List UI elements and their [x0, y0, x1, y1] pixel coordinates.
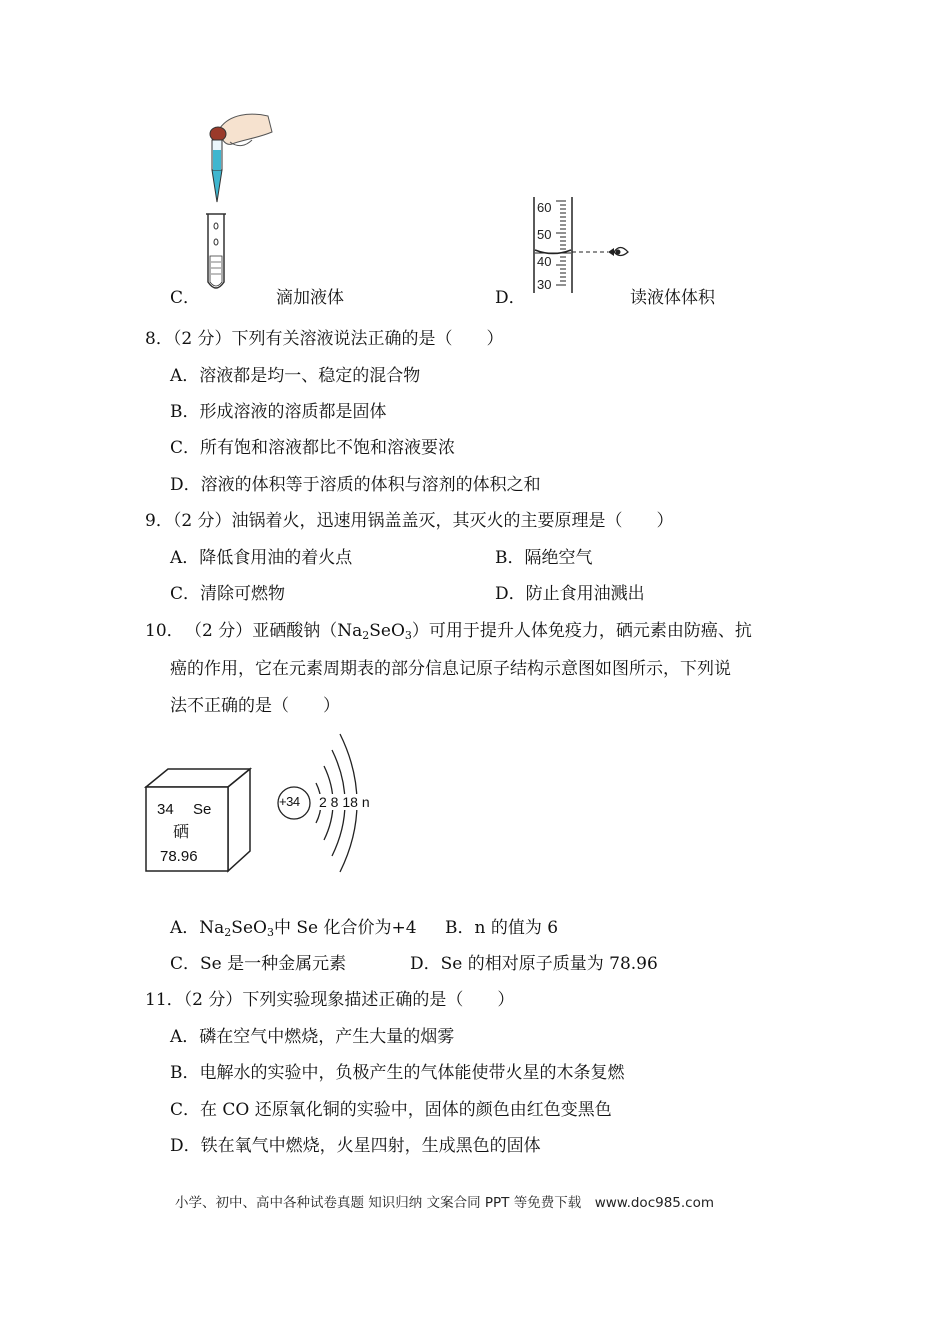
q11-stem: 11．（2 分）下列实验现象描述正确的是（ ） [145, 990, 515, 1010]
q7-option-c-caption: 滴加液体 [276, 288, 344, 308]
atom-electron-shells: 2 8 18 n [319, 794, 370, 810]
cylinder-tick-30: 30 [537, 277, 552, 292]
element-name: 硒 [173, 822, 190, 841]
cylinder-tick-60: 60 [537, 200, 552, 215]
page-footer: 小学、初中、高中各种试卷真题 知识归纳 文案合同 PPT 等免费下载 www.doc985.com [175, 1195, 715, 1211]
q10-number: 10． [145, 621, 184, 641]
atom-nucleus-charge: +34 [279, 794, 300, 809]
q9-option-b: B．隔绝空气 [495, 548, 593, 568]
q11-option-d: D．铁在氧气中燃烧，火星四射，生成黑色的固体 [170, 1136, 541, 1156]
cylinder-tick-50: 50 [537, 227, 552, 242]
q8-stem: 8．（2 分）下列有关溶液说法正确的是（ ） [145, 329, 504, 349]
dropper-illustration [180, 110, 290, 300]
q8-option-a: A．溶液都是均一、稳定的混合物 [170, 366, 421, 386]
cylinder-tick-40: 40 [537, 254, 552, 269]
q9-option-c: C．清除可燃物 [170, 584, 286, 604]
element-atomic-mass: 78.96 [160, 848, 198, 865]
q8-option-b: B．形成溶液的溶质都是固体 [170, 402, 387, 422]
q10-stem-line1: （2 分）亚硒酸钠$(Na_2SeO_3)$可用于提升人体免疫力，硒元素由防癌、抗 [185, 621, 752, 642]
element-cell-diagram [140, 765, 260, 877]
q11-option-c: C．在 CO 还原氧化铜的实验中，固体的颜色由红色变黑色 [170, 1100, 612, 1120]
q10-option-c: C．Se 是一种金属元素 [170, 954, 347, 974]
q9-option-d: D．防止食用油溅出 [495, 584, 645, 604]
q10-stem-line2: 癌的作用，它在元素周期表的部分信息记原子结构示意图如图所示，下列说 [170, 659, 731, 679]
q10-stem-line3: 法不正确的是（ ） [170, 696, 340, 716]
q10-option-a: A．$Na_2SeO_3$中 Se 化合价为+4 [170, 918, 417, 939]
q9-stem: 9．（2 分）油锅着火，迅速用锅盖盖灭，其灭火的主要原理是（ ） [145, 511, 674, 531]
q11-option-a: A．磷在空气中燃烧，产生大量的烟雾 [170, 1027, 455, 1047]
q10-option-d: D．Se 的相对原子质量为 78.96 [410, 954, 658, 974]
q8-option-d: D．溶液的体积等于溶质的体积与溶剂的体积之和 [170, 475, 541, 495]
q9-option-a: A．降低食用油的着火点 [170, 548, 353, 568]
q7-option-d-letter: D． [495, 288, 526, 308]
q10-option-b: B．n 的值为 6 [445, 918, 559, 938]
graduated-cylinder-illustration [528, 195, 638, 295]
q7-option-d-caption: 读液体体积 [630, 288, 715, 308]
element-atomic-number: 34 [157, 801, 174, 818]
q8-option-c: C．所有饱和溶液都比不饱和溶液要浓 [170, 438, 456, 458]
q11-option-b: B．电解水的实验中，负极产生的气体能使带火星的木条复燃 [170, 1063, 625, 1083]
element-symbol: Se [193, 801, 212, 818]
q7-option-c-letter: C． [170, 288, 201, 308]
